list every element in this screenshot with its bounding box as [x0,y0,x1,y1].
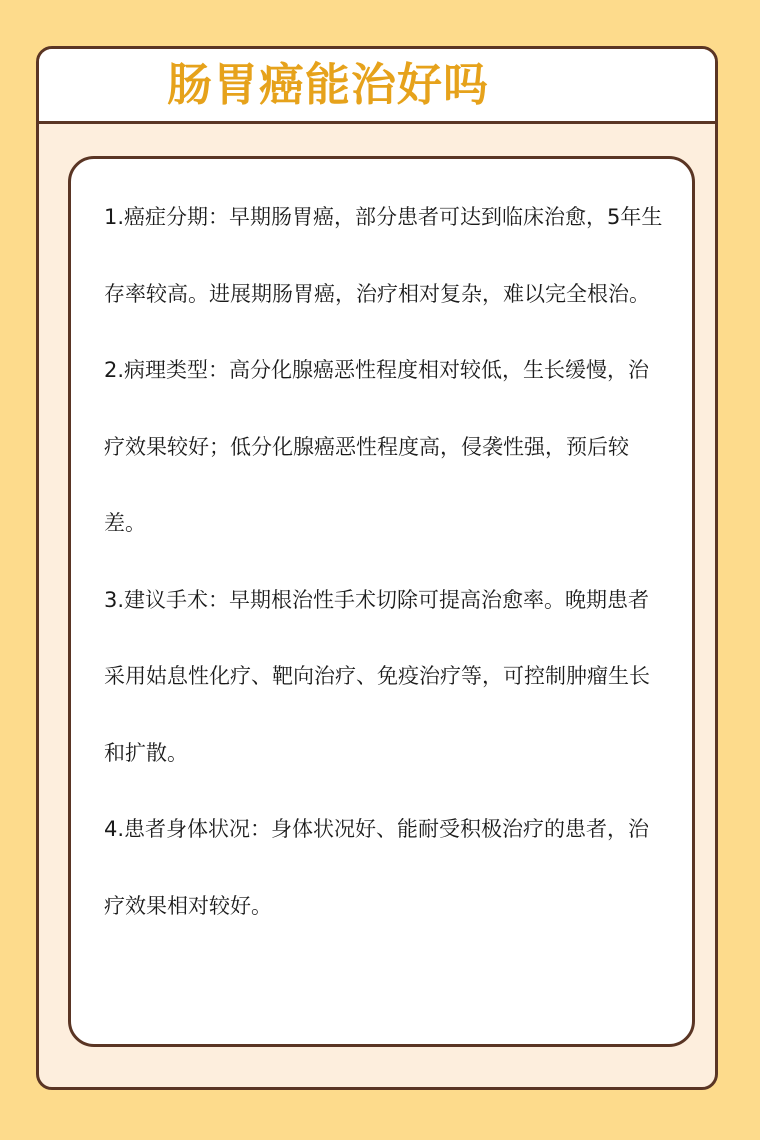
paragraph-cancer-stage: 1.癌症分期：早期肠胃癌，部分患者可达到临床治愈，5年生存率较高。进展期肠胃癌，治疗相对复杂，难以完全根治。 [104,205,663,306]
title-bar [39,49,715,124]
content-panel [68,156,695,1047]
page-title: 肠胃癌能治好吗 [167,58,490,111]
info-card [36,46,718,1090]
content-body [104,179,664,944]
paragraph-patient-condition: 4.患者身体状况：身体状况好、能耐受积极治疗的患者，治疗效果相对较好。 [104,817,650,918]
paragraph-surgery: 3.建议手术：早期根治性手术切除可提高治愈率。晚期患者采用姑息性化疗、靶向治疗、免疫治疗等，可控制肿瘤生长和扩散。 [104,587,650,765]
paragraph-pathology-type: 2.病理类型：高分化腺癌恶性程度相对较低，生长缓慢，治疗效果较好；低分化腺癌恶性程度高，侵袭性强，预后较差。 [104,358,650,535]
